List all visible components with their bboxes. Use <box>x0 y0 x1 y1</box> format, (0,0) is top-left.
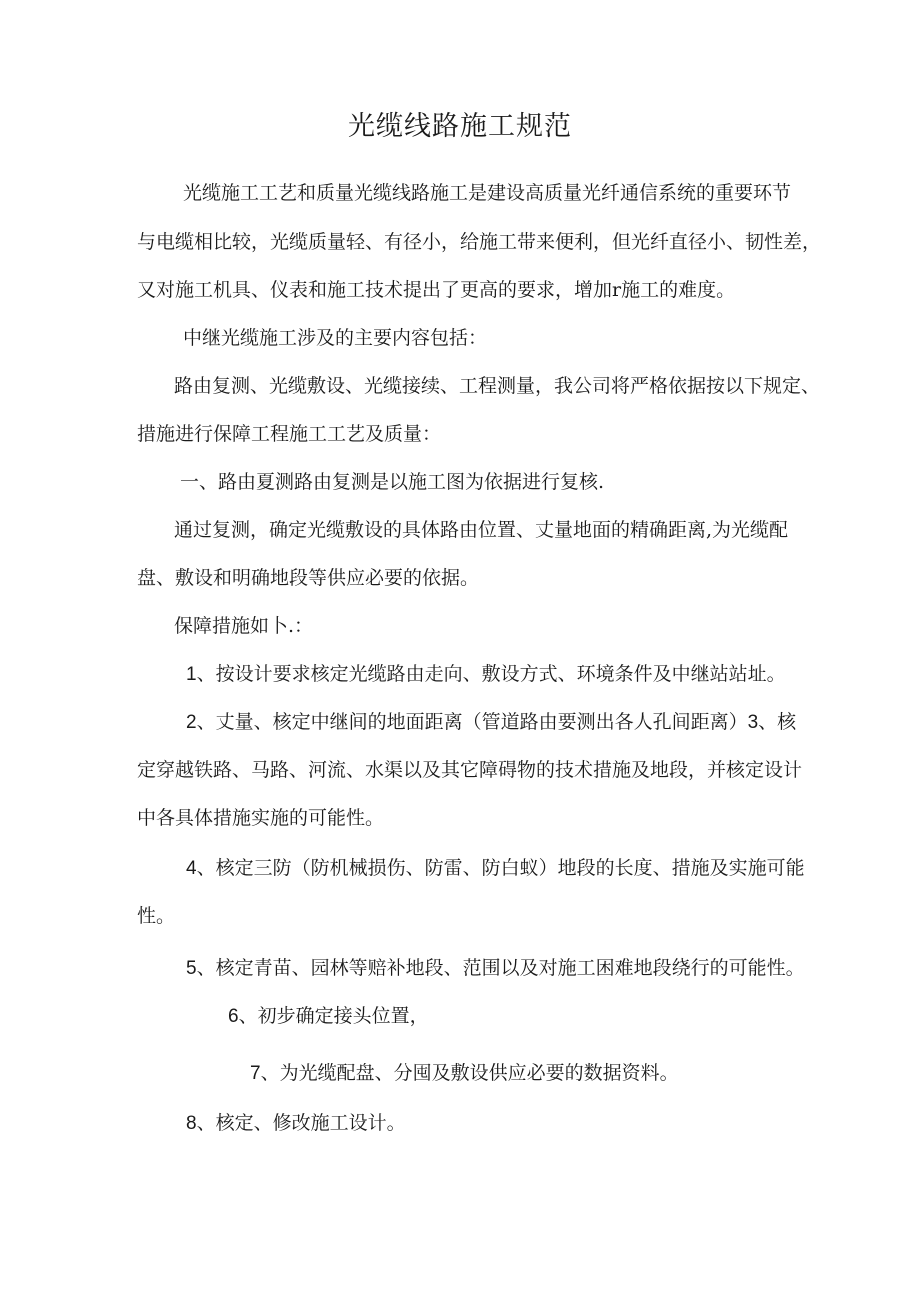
list-item-text: 、核定青苗、园林等赔补地段、范围以及对施工困难地段绕行的可能性。 <box>196 957 805 979</box>
list-item-text: 、初步确定接头位置， <box>238 1005 429 1027</box>
intro-line-2: 与电缆相比较，光缆质量轻、有径小，给施工带来便利，但光纤直径小、韧性差， <box>137 231 822 253</box>
list-item-4-line-2: 性。 <box>137 905 176 927</box>
list-item-text: 、核定、修改施工设计。 <box>196 1112 406 1134</box>
list-item-text: 、丈量、核定中继间的地面距离（管道路由要测出各人孔间距离） <box>196 711 748 733</box>
intro-line-1: 光缆施工工艺和质量光缆线路施工是建设高质量光纤通信系统的重要环节 <box>183 182 792 204</box>
contents-line-2: 措施进行保障工程施工工艺及质量： <box>137 423 442 445</box>
section1-body-line-1: 通过复测，确定光缆敷设的具体路由位置、丈量地面的精确距离,为光缆配 <box>174 519 789 541</box>
list-item-number: 7 <box>250 1063 261 1084</box>
list-item-2-line-2: 定穿越铁路、马路、河流、水渠以及其它障碍物的技术措施及地段，并核定设计 <box>137 759 803 781</box>
list-item-text: 、为光缆配盘、分囤及敷设供应必要的数据资料。 <box>260 1062 679 1084</box>
list-item-number: 3 <box>747 712 759 733</box>
list-item-text: 、按设计要求核定光缆路由走向、敷设方式、环境条件及中继站站址。 <box>196 663 786 685</box>
intro-line-3: 又对施工机具、仪表和施工技术提出了更高的要求，增加r施工的难度。 <box>137 279 736 301</box>
measures-heading: 保障措施如卜.： <box>174 615 314 637</box>
list-item-8 <box>186 1111 406 1136</box>
list-item-2-line-3: 中各具体措施实施的可能性。 <box>137 807 385 829</box>
list-item-number: 4 <box>186 858 197 879</box>
list-item-number: 2 <box>186 712 197 733</box>
contents-line-1: 路由复测、光缆敷设、光缆接续、工程测量，我公司将严格依据按以下规定、 <box>174 375 821 397</box>
section1-heading: 一、路由夏测路由复测是以施工图为依据进行复核. <box>180 471 605 493</box>
list-item-number: 1 <box>186 664 197 685</box>
list-item-1 <box>186 662 786 687</box>
list-item-5 <box>186 956 805 981</box>
list-item-text: 、核 <box>758 711 797 733</box>
list-item-number: 8 <box>186 1113 197 1134</box>
list-item-number: 6 <box>228 1006 239 1027</box>
relay-intro: 中继光缆施工涉及的主要内容包括： <box>183 327 488 349</box>
list-item-number: 5 <box>186 958 197 979</box>
document-title: 光缆线路施工规范 <box>348 111 572 142</box>
list-item-text: 、核定三防（防机械损伤、防雷、防白蚁）地段的长度、措施及实施可能 <box>196 857 805 879</box>
list-item-2-line-1 <box>186 710 796 735</box>
list-item-6 <box>228 1004 429 1029</box>
list-item-7 <box>250 1061 679 1086</box>
list-item-4-line-1 <box>186 856 805 881</box>
section1-body-line-2: 盘、敷设和明确地段等供应必要的依据。 <box>137 567 480 589</box>
